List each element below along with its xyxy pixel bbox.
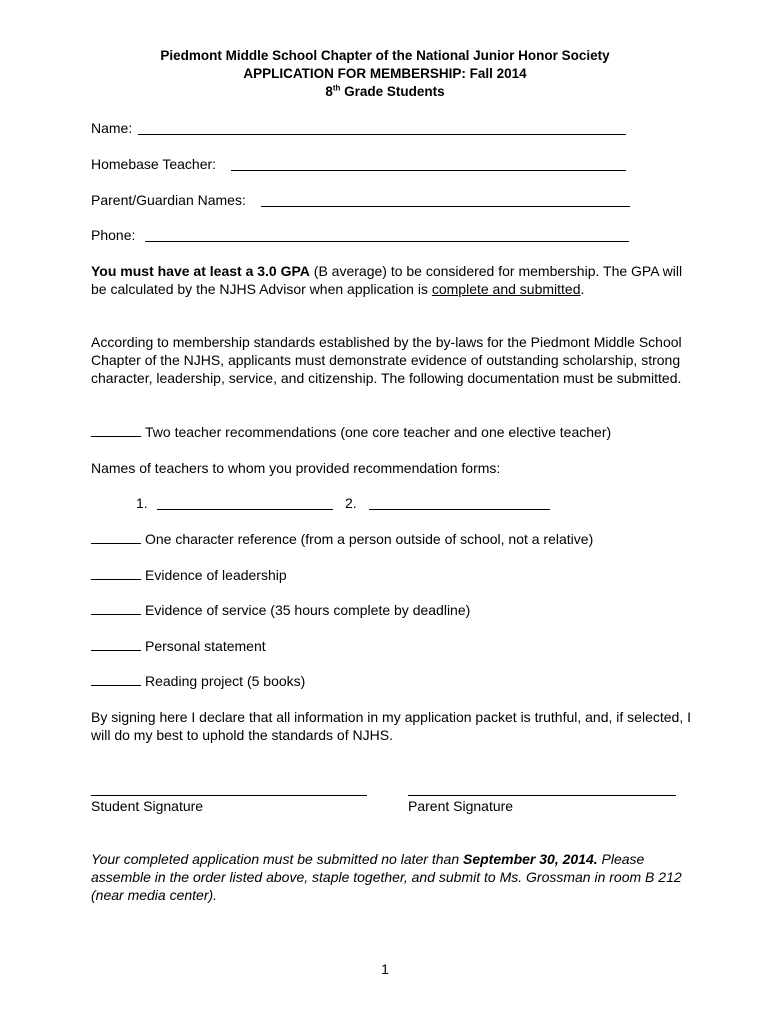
declaration: By signing here I declare that all information in my application packet is truthful, and, if selected, I will do my best to uphold the standards of NJHS. (91, 709, 691, 743)
checklist-item-character (91, 530, 593, 548)
homebase-teacher-underline[interactable] (231, 170, 626, 171)
homebase-teacher-label: Homebase Teacher: (91, 156, 217, 172)
checklist-item-reading (91, 672, 305, 690)
parent-guardian-label: Parent/Guardian Names: (91, 192, 246, 208)
checklist-item-statement (91, 637, 266, 655)
parent-guardian-underline[interactable] (261, 206, 630, 207)
name-label: Name: (91, 120, 133, 136)
teachers-prompt: Names of teachers to whom you provided recommendation forms: (91, 460, 501, 476)
check-blank-reading[interactable] (91, 672, 141, 686)
checklist-label-recommendations: Two teacher recommendations (one core teacher and one elective teacher) (145, 424, 612, 440)
teacher-number-2: 2. (345, 495, 357, 511)
checklist-label-service: Evidence of service (35 hours complete by deadline) (145, 602, 471, 618)
teacher-1-underline[interactable] (157, 509, 333, 510)
header-grade (0, 83, 770, 101)
parent-signature-line[interactable] (408, 795, 676, 796)
header-grade-suffix: th (332, 83, 341, 93)
teacher-number-1: 1. (136, 495, 148, 511)
name-field[interactable] (91, 119, 132, 137)
submission-notice-text1: Your completed application must be submitted no later than (91, 851, 463, 867)
student-signature-line[interactable] (91, 795, 367, 796)
header-grade-number: 8 (325, 84, 333, 99)
gpa-requirement-end: . (580, 281, 585, 297)
gpa-requirement-bold: You must have at least a 3.0 GPA (91, 263, 310, 279)
checklist-label-statement: Personal statement (145, 638, 266, 654)
gpa-requirement-underlined: complete and submitted (431, 281, 581, 297)
student-signature-label: Student Signature (91, 798, 204, 814)
submission-deadline: September 30, 2014. (463, 851, 598, 867)
phone-underline[interactable] (145, 241, 629, 242)
check-blank-statement[interactable] (91, 637, 141, 651)
header-grade-text: Grade Students (340, 84, 445, 99)
checklist-item-service (91, 601, 470, 619)
phone-label: Phone: (91, 227, 136, 243)
teacher-2-underline[interactable] (369, 509, 550, 510)
checklist-item-recommendations (91, 423, 611, 441)
document-header (0, 47, 770, 101)
checklist-label-character: One character reference (from a person outside of school, not a relative) (145, 531, 594, 547)
parent-signature-label: Parent Signature (408, 798, 514, 814)
check-blank-leadership[interactable] (91, 566, 141, 580)
check-blank-character[interactable] (91, 530, 141, 544)
gpa-requirement-text: (B average) to be considered for membership. The GPA will be calculated by the NJHS Advisor when application is (91, 263, 683, 297)
name-underline[interactable] (138, 134, 626, 135)
checklist-label-leadership: Evidence of leadership (145, 567, 287, 583)
phone-field[interactable] (91, 226, 135, 244)
checklist-item-leadership (91, 566, 287, 584)
header-application-title: APPLICATION FOR MEMBERSHIP: Fall 2014 (243, 66, 527, 81)
page-number: 1 (381, 961, 389, 977)
parent-guardian-field[interactable] (91, 191, 246, 209)
submission-notice (91, 850, 691, 904)
gpa-requirement (91, 262, 691, 298)
membership-standards: According to membership standards established by the by-laws for the Piedmont Middle School Chapter of the NJHS, applicants must demonstrate evidence of outstanding scholarship, strong character, leadership, service, and citizenship. The following documentation must be submitted. (91, 334, 682, 386)
homebase-teacher-field[interactable] (91, 155, 216, 173)
header-school-title: Piedmont Middle School Chapter of the National Junior Honor Society (160, 48, 610, 63)
submission-notice-text2: Please assemble in the order listed above, staple together, and submit to Ms. Grossman in room B 212 (near media center). (91, 851, 682, 903)
checklist-label-reading: Reading project (5 books) (145, 673, 306, 689)
check-blank-recommendations[interactable] (91, 423, 141, 437)
check-blank-service[interactable] (91, 601, 141, 615)
